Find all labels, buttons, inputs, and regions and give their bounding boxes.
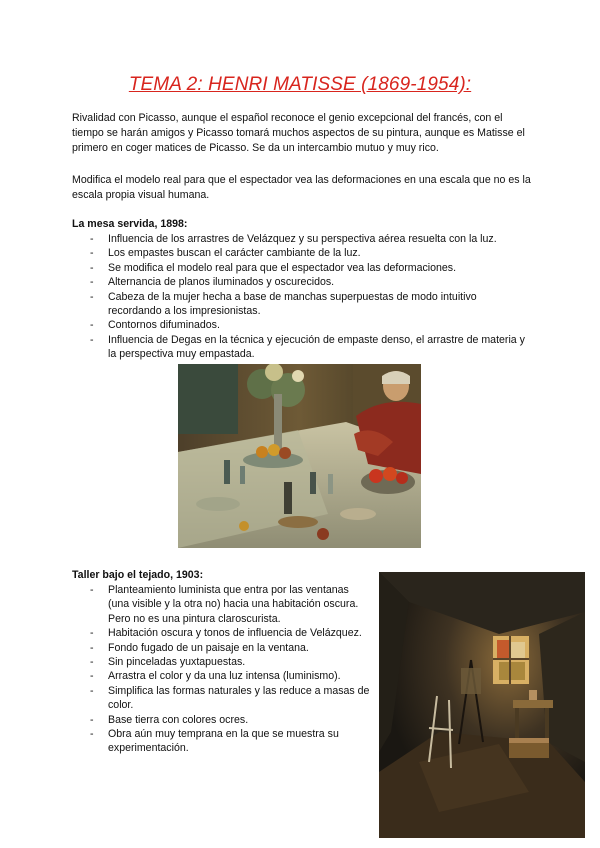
bullet-marker: - [90, 670, 94, 683]
bullet-marker: - [90, 333, 94, 346]
intro-paragraph-1: Rivalidad con Picasso, aunque el español reconoce el genio excepcional del francés, con el tiempo se harán amigos y Picasso tomará muchos aspectos de su pintura, aunque es Matisse el primero en coger matices de Picasso. Se da un intercambio mutuo y muy rico. [72, 112, 525, 155]
list-item-text: Influencia de los arrastres de Velázquez y su perspectiva aérea resuelta con la luz. [108, 233, 497, 245]
bullet-marker: - [90, 713, 94, 726]
list-item-text: Habitación oscura y tonos de influencia de Velázquez. [108, 627, 362, 640]
painting-taller-bajo-el-tejado [379, 572, 585, 838]
list-item [90, 275, 530, 289]
bullet-marker: - [90, 276, 94, 289]
bullet-marker: - [90, 319, 94, 332]
painting-la-mesa-servida [178, 364, 421, 548]
list-item-text: Cabeza de la mujer hecha a base de manchas superpuestas de modo intuitivo recordando a los impresionistas. [108, 290, 477, 318]
list-item-text: Obra aún muy temprana en la que se muestra su experimentación. [108, 728, 339, 755]
bullet-marker: - [90, 584, 94, 596]
list-item-text: Planteamiento luminista que entra por las ventanas (una visible y la otra no) hacia una habitación oscura. Pero no es una pintura claroscurista. [108, 584, 359, 625]
bullet-marker: - [90, 261, 94, 274]
list-item [90, 684, 372, 713]
list-item [90, 232, 530, 246]
list-item-text: Arrastra el color y da una luz intensa (luminismo). [108, 670, 341, 683]
bullet-marker: - [90, 233, 94, 245]
list-item [90, 318, 530, 332]
list-item [90, 655, 372, 669]
list-item-text: Simplifica las formas naturales y las reduce a masas de color. [108, 684, 370, 712]
list-item [90, 583, 372, 626]
bullet-marker: - [90, 627, 94, 640]
list-item [90, 261, 530, 275]
list-item [90, 290, 530, 319]
list-item-text: Sin pinceladas yuxtapuestas. [108, 656, 246, 669]
bullet-marker: - [90, 684, 94, 697]
bullet-marker: - [90, 290, 94, 303]
bullet-marker: - [90, 641, 94, 654]
list-item [90, 333, 530, 362]
list-item [90, 641, 372, 655]
list-item [90, 713, 372, 727]
bullet-list-mesa-servida [90, 232, 530, 362]
list-item-text: Influencia de Degas en la técnica y ejecución de empaste denso, el arrastre de materia y la perspectiva muy empastada. [108, 333, 525, 361]
list-item-text: Se modifica el modelo real para que el espectador vea las deformaciones. [108, 261, 457, 274]
section-heading-mesa-servida: La mesa servida, 1898: [72, 218, 188, 230]
list-item-text: Base tierra con colores ocres. [108, 713, 249, 726]
bullet-marker: - [90, 728, 94, 741]
list-item [90, 626, 372, 640]
bullet-list-taller-bajo-tejado [90, 583, 372, 756]
list-item-text: Los empastes buscan el carácter cambiante de la luz. [108, 247, 361, 260]
section-heading-taller-bajo-tejado: Taller bajo el tejado, 1903: [72, 569, 204, 581]
list-item [90, 246, 530, 260]
bullet-marker: - [90, 247, 94, 260]
list-item [90, 669, 372, 683]
intro-paragraph-2: Modifica el modelo real para que el espectador vea las deformaciones en una escala que no es la escala propia visual humana. [72, 174, 531, 202]
list-item-text: Contornos difuminados. [108, 319, 220, 332]
list-item-text: Alternancia de planos iluminados y oscurecidos. [108, 276, 335, 289]
page-title: TEMA 2: HENRI MATISSE (1869-1954): [128, 74, 472, 95]
bullet-marker: - [90, 656, 94, 669]
list-item-text: Fondo fugado de un paisaje en la ventana. [108, 641, 309, 654]
list-item [90, 727, 372, 756]
